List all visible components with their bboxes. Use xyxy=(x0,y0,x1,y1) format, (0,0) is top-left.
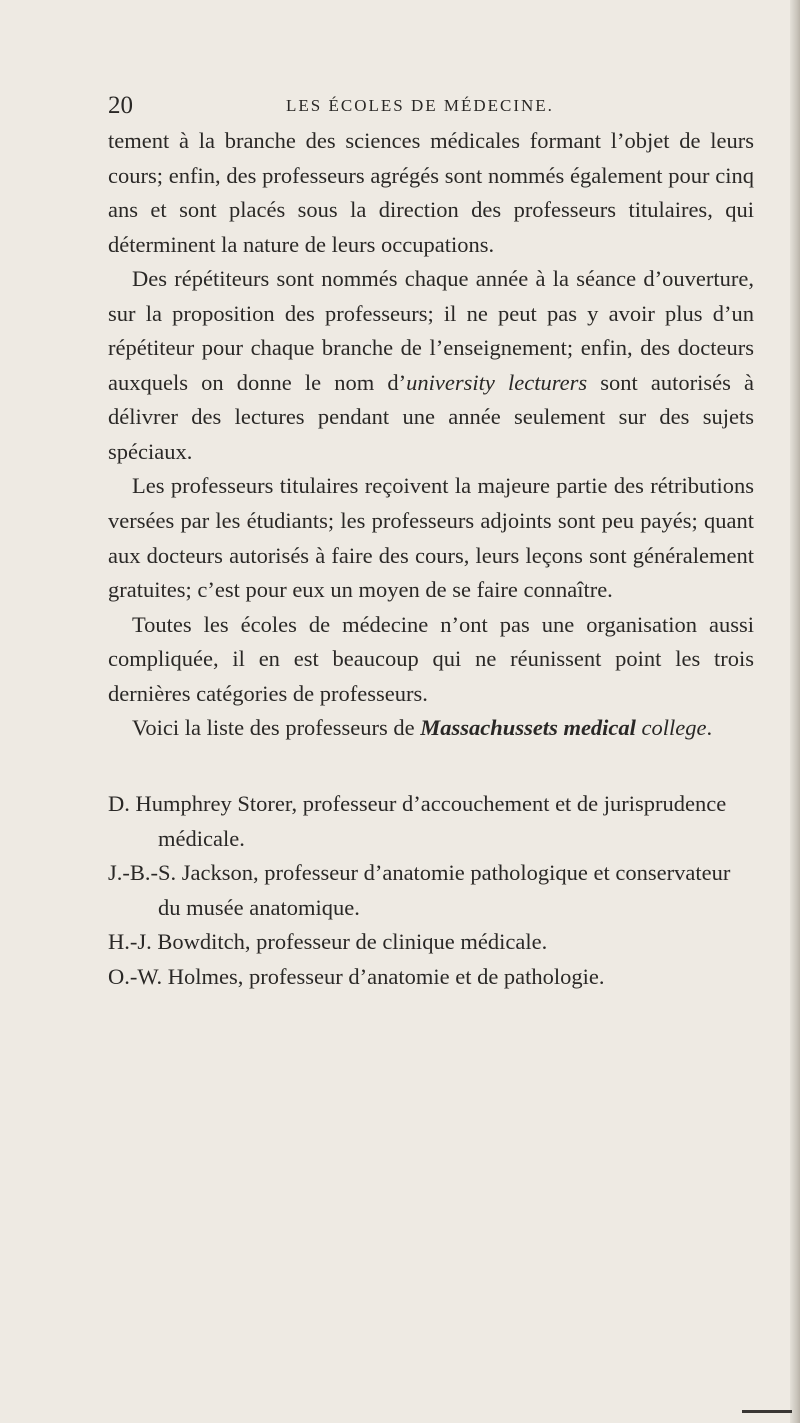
corner-mark xyxy=(742,1410,792,1413)
paragraph-5 xyxy=(108,711,754,746)
paragraph-5-end: . xyxy=(706,715,713,741)
paragraph-1: tement à la branche des sciences médicales formant l’objet de leurs cours; enfin, des professeurs agrégés sont nommés également pour cinq ans et sont placés sous la direction des professeurs titulaires, qui déterminent la nature de leurs occupations. xyxy=(108,128,754,257)
college-name: Massachussets medical xyxy=(420,715,636,741)
paragraph-2-start: Des répétiteurs sont nommés chaque année à la séance d’ouverture, sur la proposition des professeurs; il ne peut pas y avoir plus d’un répétiteur pour chaque branche de l’enseignement; enfin, des docteurs auxquels on donne le nom d’ xyxy=(108,266,754,395)
page-number: 20 xyxy=(108,92,133,119)
paragraph-5-start: Voici la liste des professeurs de xyxy=(132,715,421,741)
professor-list xyxy=(108,787,754,994)
university-lecturers-term: university lecturers xyxy=(406,369,588,395)
body-text xyxy=(108,124,754,746)
professor-entry: H.-J. Bowditch, professeur de clinique médicale. xyxy=(108,929,548,955)
paragraph-2 xyxy=(108,262,754,469)
paragraph-4: Toutes les écoles de médecine n’ont pas une organisation aussi compliquée, il en est beaucoup qui ne réunissent point les trois dernières catégories de professeurs. xyxy=(108,611,754,706)
page-edge xyxy=(790,0,800,1423)
paragraph-3: Les professeurs titulaires reçoivent la majeure partie des rétributions versées par les étudiants; les professeurs adjoints sont peu payés; quant aux docteurs autorisés à faire des cours, leurs leçons sont généralement gratuites; c’est pour eux un moyen de se faire connaître. xyxy=(108,473,754,603)
paragraph-2-end: sont autorisés à délivrer des lectures pendant une année seulement sur des sujets spéciaux. xyxy=(108,369,754,464)
professor-entry: J.-B.-S. Jackson, professeur d’anatomie pathologique et conservateur du musée anatomique. xyxy=(108,860,731,920)
college-word: college xyxy=(641,715,707,741)
professor-entry: D. Humphrey Storer, professeur d’accouchement et de jurisprudence médicale. xyxy=(108,791,727,851)
running-title: LES ÉCOLES DE MÉDECINE. xyxy=(286,96,554,115)
page-header xyxy=(0,92,800,122)
professor-entry: O.-W. Holmes, professeur d’anatomie et de pathologie. xyxy=(108,963,605,989)
